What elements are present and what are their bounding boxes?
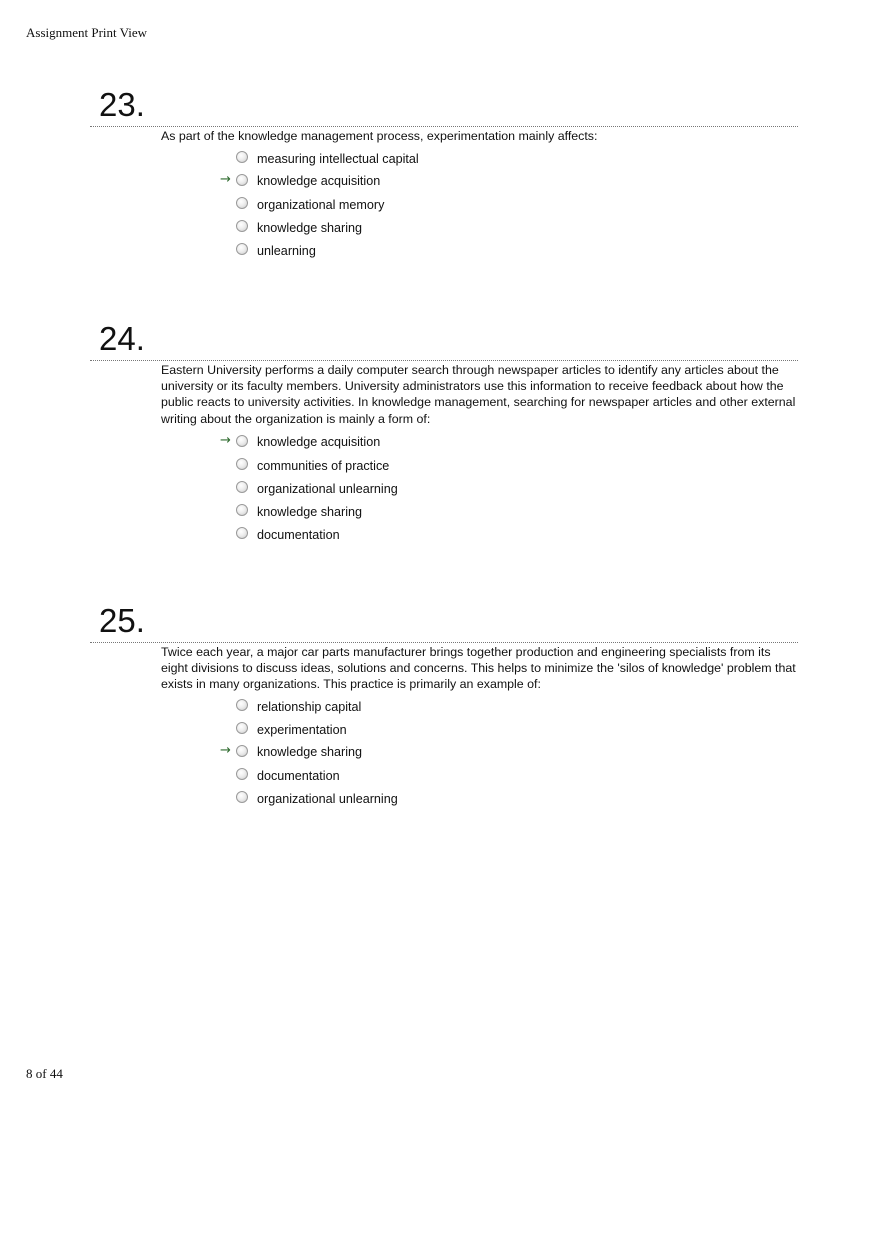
answer-option[interactable] [236, 788, 398, 811]
answer-option[interactable] [236, 454, 398, 477]
radio-button-icon[interactable] [236, 197, 248, 209]
answer-option[interactable] [236, 501, 398, 524]
correct-answer-arrow-icon: → [220, 433, 231, 448]
correct-answer-arrow-icon: → [220, 172, 231, 188]
question-text: Eastern University performs a daily computer search through newspaper articles to identify any articles about the university or its faculty members. University administrators use this information to receive feedback about how the public reacts to university activities. In knowledge management, searching for newspaper articles and other external writing about the organization is mainly a form of: [161, 363, 796, 426]
question-text: Twice each year, a major car parts manufacturer brings together production and engineering specialists from its eight divisions to discuss ideas, solutions and concerns. This helps to minimize the 'silos of knowledge' problem that exists in many organizations. This practice is primarily an example of: [161, 645, 796, 692]
radio-button-icon[interactable] [236, 458, 248, 470]
question-divider [90, 360, 798, 361]
option-label: communities of practice [257, 458, 390, 473]
answer-option-correct[interactable] [220, 170, 419, 193]
question-number: 25. [99, 602, 145, 639]
answer-options [220, 695, 398, 811]
question-divider [90, 126, 798, 127]
correct-answer-arrow-icon: → [220, 743, 231, 759]
option-label: measuring intellectual capital [257, 151, 419, 166]
option-label: knowledge acquisition [257, 173, 381, 188]
answer-option[interactable] [236, 695, 398, 718]
option-label: knowledge acquisition [257, 434, 381, 449]
radio-button-icon[interactable] [236, 151, 248, 163]
answer-options [220, 431, 398, 547]
answer-option[interactable] [236, 193, 419, 216]
answer-option[interactable] [236, 718, 398, 741]
radio-button-icon[interactable] [236, 435, 248, 447]
option-label: knowledge sharing [257, 505, 363, 520]
radio-button-icon[interactable] [236, 768, 248, 780]
radio-button-icon[interactable] [236, 699, 248, 711]
answer-option[interactable] [236, 765, 398, 788]
answer-options [220, 147, 419, 263]
question-divider [90, 642, 798, 643]
answer-option[interactable] [236, 524, 398, 547]
radio-button-icon[interactable] [236, 220, 248, 232]
radio-button-icon[interactable] [236, 481, 248, 493]
option-label: unlearning [257, 244, 316, 259]
option-label: organizational memory [257, 197, 385, 212]
answer-option[interactable] [236, 147, 419, 170]
radio-button-icon[interactable] [236, 791, 248, 803]
answer-option[interactable] [236, 240, 419, 263]
answer-option[interactable] [236, 477, 398, 500]
radio-button-icon[interactable] [236, 174, 248, 186]
option-label: organizational unlearning [257, 792, 398, 807]
radio-button-icon[interactable] [236, 722, 248, 734]
question-text: As part of the knowledge management process, experimentation mainly affects: [161, 129, 598, 143]
page-header: Assignment Print View [26, 25, 148, 40]
answer-option-correct[interactable] [220, 741, 398, 764]
option-label: knowledge sharing [257, 221, 363, 236]
option-label: documentation [257, 528, 340, 543]
radio-button-icon[interactable] [236, 243, 248, 255]
question-number: 24. [99, 320, 145, 357]
option-label: documentation [257, 769, 340, 784]
radio-button-icon[interactable] [236, 745, 248, 757]
radio-button-icon[interactable] [236, 504, 248, 516]
answer-option[interactable] [236, 217, 419, 240]
option-label: organizational unlearning [257, 481, 398, 496]
question-number: 23. [99, 86, 145, 123]
option-label: experimentation [257, 722, 347, 737]
radio-button-icon[interactable] [236, 527, 248, 539]
page-number: 8 of 44 [26, 1066, 63, 1081]
option-label: knowledge sharing [257, 744, 363, 759]
answer-option-correct[interactable] [220, 431, 398, 454]
option-label: relationship capital [257, 699, 362, 714]
